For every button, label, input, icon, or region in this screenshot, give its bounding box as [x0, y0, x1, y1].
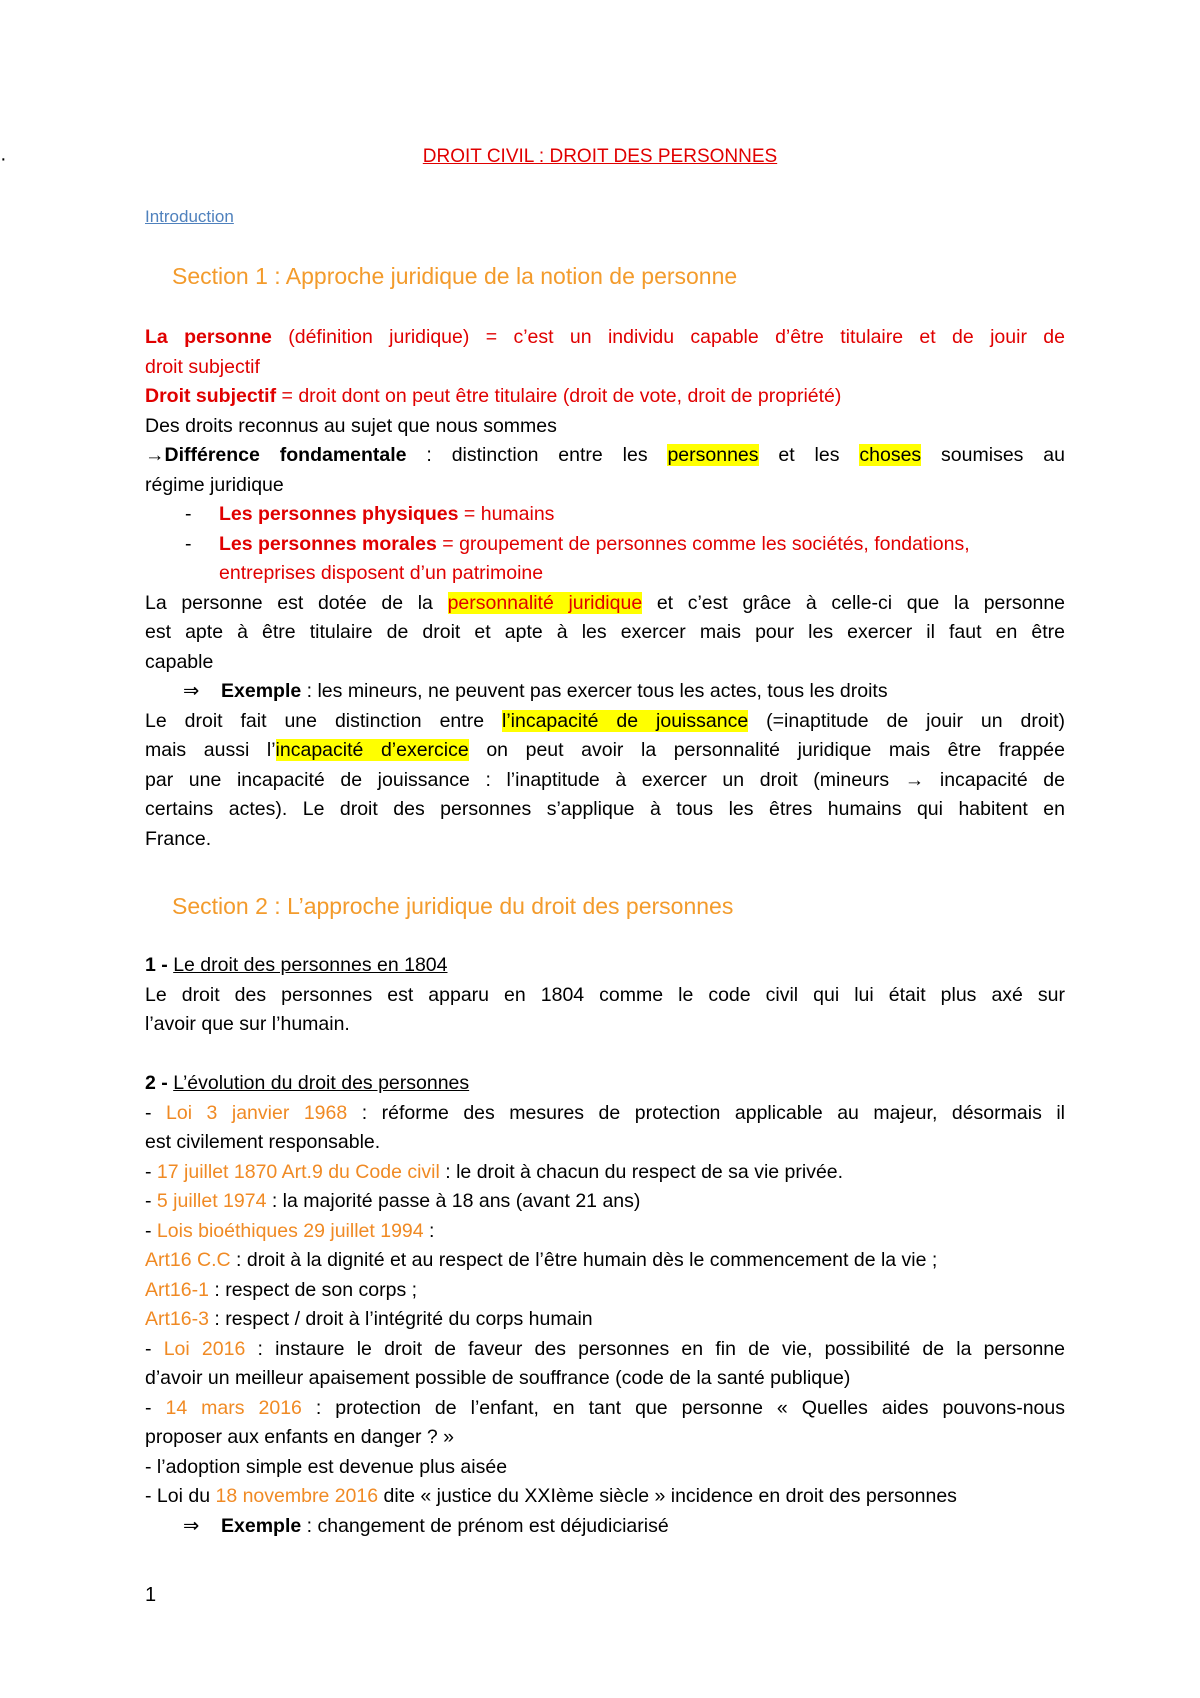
paragraph-line: - l’adoption simple est devenue plus aisée — [145, 1455, 508, 1478]
text: et c’est grâce à celle-ci que la personne — [642, 591, 1066, 614]
text: soumises au — [921, 444, 1065, 466]
paragraph-line: certains actes). Le droit des personnes s’applique à tous les êtres humains qui habitent en — [145, 798, 1065, 820]
paragraph-line — [145, 1099, 1065, 1129]
text: mais aussi l’ — [145, 739, 276, 761]
dash-bullet-icon: - — [185, 503, 192, 525]
text: : — [423, 1219, 435, 1242]
text: : changement de prénom est déjudiciarisé — [301, 1514, 669, 1537]
term-bold: Droit subjectif — [145, 385, 277, 407]
paragraph-line — [145, 589, 1065, 619]
date-reference: 14 mars 2016 — [165, 1396, 302, 1419]
page-number: 1 — [145, 1584, 157, 1606]
paragraph-line — [145, 1482, 1065, 1512]
paragraph-line — [145, 1246, 1065, 1276]
article-reference: Art16-1 — [145, 1278, 209, 1301]
text: : respect / droit à l’intégrité du corps humain — [208, 1308, 593, 1330]
term-bold: La personne — [145, 326, 272, 348]
margin-dot: · — [0, 148, 7, 170]
paragraph-line — [145, 707, 1065, 737]
paragraph-line: droit subjectif — [145, 355, 260, 378]
dash-bullet-icon: - — [185, 532, 192, 555]
text: (définition juridique) = c’est un individu capable d’être titulaire et de jouir de — [271, 326, 1065, 348]
text: dite « justice du XXIème siècle » incidence en droit des personnes — [378, 1485, 957, 1507]
dash-bullet-icon: - — [145, 1219, 157, 1242]
dash-bullet-icon: - — [145, 1396, 166, 1419]
subheading-text: L’évolution du droit des personnes — [173, 1072, 470, 1094]
paragraph-line — [145, 1187, 1065, 1217]
highlight: choses — [859, 444, 922, 466]
paragraph-line: Des droits reconnus au sujet que nous sommes — [145, 414, 557, 437]
dash-bullet-icon: - — [145, 1101, 166, 1124]
section-1-body — [145, 323, 1065, 854]
highlight: l’incapacité de jouissance — [501, 709, 749, 732]
subheading — [145, 951, 1065, 981]
section-2-heading: Section 2 : L’approche juridique du droit des personnes — [172, 893, 734, 919]
paragraph-line: est civilement responsable. — [145, 1131, 381, 1153]
dash-bullet-icon: - — [145, 1160, 157, 1183]
paragraph-line — [145, 1217, 1065, 1247]
term-bold: Les personnes morales — [219, 532, 437, 555]
paragraph-line: proposer aux enfants en danger ? » — [145, 1426, 454, 1448]
paragraph-line: France. — [145, 827, 212, 850]
article-reference: Art16 C.C — [145, 1249, 231, 1271]
paragraph-line — [145, 441, 1065, 471]
paragraph-line: l’avoir que sur l’humain. — [145, 1013, 350, 1035]
section-2-body — [145, 951, 1065, 1541]
date-reference: Loi 2016 — [163, 1337, 246, 1360]
paragraph-line: par une incapacité de jouissance : l’inaptitude à exercer un droit (mineurs → incapacité de — [145, 768, 1065, 791]
list-item-continuation: entreprises disposent d’un patrimoine — [219, 562, 544, 584]
text: : la majorité passe à 18 ans (avant 21 ans) — [266, 1190, 641, 1212]
example-line — [145, 1512, 1065, 1542]
paragraph-line — [145, 1335, 1065, 1365]
date-reference: Loi 3 janvier 1968 — [166, 1101, 348, 1124]
text: : distinction entre les — [406, 444, 668, 466]
paragraph-line — [145, 1394, 1065, 1424]
text: on peut avoir la personnalité juridique mais être frappée — [468, 739, 1065, 761]
example-line — [145, 677, 1065, 707]
highlight: personnalité juridique — [447, 591, 643, 614]
paragraph-line — [145, 1305, 1065, 1335]
introduction-heading: Introduction — [145, 207, 234, 226]
text: : protection de l’enfant, en tant que personne « Quelles aides pouvons-nous — [301, 1396, 1065, 1419]
highlight: personnes — [667, 444, 759, 466]
text: : le droit à chacun du respect de sa vie privée. — [439, 1160, 844, 1183]
text: : droit à la dignité et au respect de l’être humain dès le commencement de la vie ; — [230, 1249, 938, 1271]
dash-bullet-icon: - — [145, 1190, 157, 1212]
paragraph-line: Le droit des personnes est apparu en 1804 comme le code civil qui lui était plus axé sur — [145, 983, 1065, 1006]
paragraph-line: régime juridique — [145, 473, 284, 496]
text: = groupement de personnes comme les sociétés, fondations, — [436, 532, 970, 555]
term-bold: Différence fondamentale — [164, 444, 407, 466]
paragraph-line: capable — [145, 650, 214, 673]
article-reference: Art16-3 — [145, 1308, 209, 1330]
text: - Loi du — [145, 1485, 216, 1507]
term-bold: Exemple — [221, 1514, 302, 1537]
date-reference: 5 juillet 1974 — [156, 1190, 267, 1212]
text: = droit dont on peut être titulaire (droit de vote, droit de propriété) — [276, 385, 842, 407]
text: : respect de son corps ; — [208, 1278, 418, 1301]
subheading-text: Le droit des personnes en 1804 — [173, 954, 448, 976]
paragraph-line: d’avoir un meilleur apaisement possible de souffrance (code de la santé publique) — [145, 1367, 851, 1389]
double-arrow-icon: ⇒ — [183, 1514, 200, 1537]
text: (=inaptitude de jouir un droit) — [748, 709, 1065, 732]
section-1-heading: Section 1 : Approche juridique de la notion de personne — [172, 263, 738, 289]
date-reference: Lois bioéthiques 29 juillet 1994 — [156, 1219, 424, 1242]
text: et les — [758, 444, 860, 466]
double-arrow-icon: ⇒ — [183, 680, 200, 702]
text: : réforme des mesures de protection applicable au majeur, désormais il — [347, 1101, 1065, 1124]
paragraph-line — [145, 382, 1065, 412]
arrow-icon: → — [145, 444, 165, 466]
paragraph-line — [145, 1276, 1065, 1306]
list-item — [145, 530, 1065, 560]
text: = humains — [458, 503, 555, 525]
subheading-number: 1 - — [145, 954, 174, 976]
text: : les mineurs, ne peuvent pas exercer tous les actes, tous les droits — [301, 680, 888, 702]
text: Le droit fait une distinction entre — [145, 709, 502, 732]
paragraph-line — [145, 736, 1065, 766]
date-reference: 18 novembre 2016 — [215, 1485, 379, 1507]
term-bold: Exemple — [221, 680, 302, 702]
paragraph-line — [145, 1158, 1065, 1188]
paragraph-line — [145, 323, 1065, 353]
dash-bullet-icon: - — [145, 1337, 164, 1360]
date-reference: 17 juillet 1870 Art.9 du Code civil — [156, 1160, 440, 1183]
term-bold: Les personnes physiques — [219, 503, 459, 525]
text: La personne est dotée de la — [145, 591, 448, 614]
text: : instaure le droit de faveur des personnes en fin de vie, possibilité de la personne — [245, 1337, 1065, 1360]
subheading — [145, 1069, 1065, 1099]
paragraph-line: est apte à être titulaire de droit et apte à les exercer mais pour les exercer il faut en être — [145, 621, 1065, 643]
subheading-number: 2 - — [145, 1072, 174, 1094]
document-title: DROIT CIVIL : DROIT DES PERSONNES — [422, 146, 778, 167]
highlight: incapacité d’exercice — [275, 739, 469, 761]
list-item — [145, 500, 1065, 530]
